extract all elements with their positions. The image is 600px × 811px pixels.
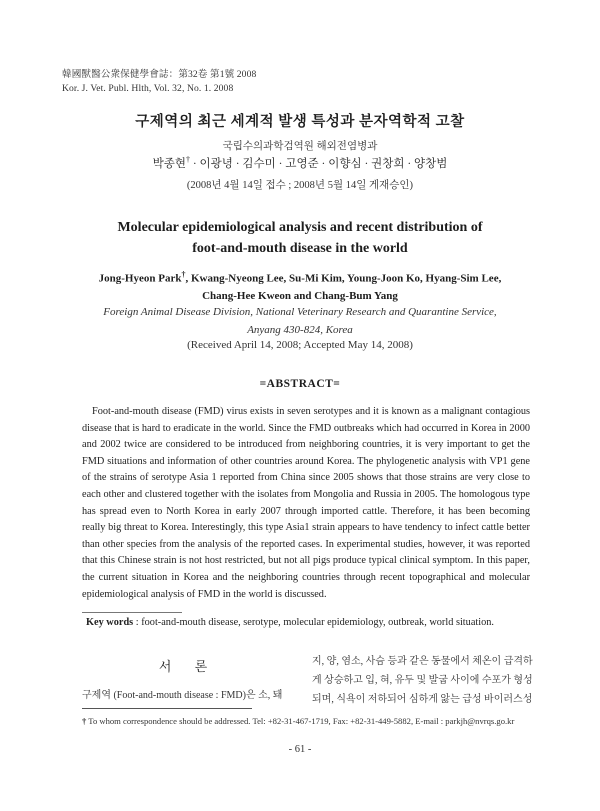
introduction-right-column xyxy=(312,652,534,709)
received-accepted-dates: (Received April 14, 2008; Accepted May 14, 2008) xyxy=(187,339,413,351)
korean-authors xyxy=(0,155,600,171)
introduction-right-line-2: 게 상승하고 입, 혀, 유두 및 발굽 사이에 수포가 형성 xyxy=(312,675,533,686)
english-coauthors: , Kwang-Nyeong Lee, Su-Mi Kim, Young-Joon Ko, Hyang-Sim Lee, xyxy=(185,272,502,285)
keywords-list: : foot-and-mouth disease, serotype, molecular epidemiology, outbreak, world situation. xyxy=(133,617,494,628)
abstract-heading: =ABSTRACT= xyxy=(259,378,341,390)
introduction-left-column-line: 구제역 (Foot-and-mouth disease : FMD)은 소, 돼 xyxy=(82,690,283,701)
footnote-divider xyxy=(82,708,252,709)
affiliation-line2: Anyang 430-824, Korea xyxy=(247,324,353,336)
korean-corresponding-author: 박종현 xyxy=(152,158,186,170)
abstract-text: Foot-and-mouth disease (FMD) virus exists in seven serotypes and it is known as a malignant contagious disease that is hard to eradicate in the world. Since the FMD outbreaks which had occurred in Korea in 2000 and 2002 twice are considered to be introduced from neighboring countries, it is very important to get the FMD situations and information of other countries around Korea. The phylogenetic analysis with VP1 gene of the strains of serotype Asia 1 reported from China since 2005 shows that those strains are very close to each other and clustered together with the isolates from Mongolia and Russia in 2005. The homologous type has spread even to North Korea in early 2007 through imported cattle. Therefore, it has been becoming really big threat to Korea. Interestingly, this type Asia1 strain appears to have tendency to infect cattle better than other species from the analysis of the reported cases. In experimental studies, however, it was reported that this Chinese strain is not host restricted, but not all pigs produce typical clinical symptom. In this paper, the current situation in Korea and the neighboring countries through recent topographical and molecular epidemiological analysis of FMD in the world is discussed. xyxy=(82,406,530,600)
journal-line-korean: 韓國獸醫公衆保健學會誌：第32卷 第1號 2008 xyxy=(62,69,257,80)
english-title-line2: foot-and-mouth disease in the world xyxy=(192,241,408,256)
introduction-heading: 서 론 xyxy=(158,659,218,674)
korean-institution: 국립수의과학검역원 해외전염병과 xyxy=(222,141,378,152)
correspondence-footnote xyxy=(82,716,542,726)
english-authors-line1 xyxy=(0,266,600,288)
keywords-divider xyxy=(82,612,182,613)
affiliation xyxy=(0,303,600,339)
korean-title: 구제역의 최근 세계적 발생 특성과 분자역학적 고찰 xyxy=(135,114,465,130)
english-authors xyxy=(0,266,600,305)
korean-dagger-mark: † xyxy=(185,155,190,165)
keywords-label: Key words xyxy=(86,617,134,628)
english-authors-line2: Chang-Hee Kweon and Chang-Bum Yang xyxy=(202,289,398,302)
introduction-right-line-3: 되며, 식욕이 저하되어 심하게 앓는 급성 바이러스성 xyxy=(312,694,533,705)
english-title xyxy=(0,217,600,259)
affiliation-line1: Foreign Animal Disease Division, National Veterinary Research and Quarantine Service, xyxy=(103,306,497,318)
introduction-right-line-1: 지, 양, 염소, 사슴 등과 같은 동물에서 체온이 급격하 xyxy=(312,656,533,667)
korean-coauthors: · 이광녕 · 김수미 · 고영준 · 이향심 · 권창희 · 양창범 xyxy=(189,158,448,170)
footnote-dagger-mark: † xyxy=(82,716,87,726)
english-title-line1: Molecular epidemiological analysis and recent distribution of xyxy=(117,220,483,235)
journal-citation xyxy=(62,68,256,96)
page-number: - 61 - xyxy=(288,744,312,755)
journal-line-english: Kor. J. Vet. Publ. Hlth, Vol. 32, No. 1. 2008 xyxy=(62,83,234,94)
keywords xyxy=(86,617,536,628)
korean-dates: (2008년 4월 14일 접수 ; 2008년 5월 14일 게재승인) xyxy=(186,180,414,191)
english-corresponding-author: Jong-Hyeon Park xyxy=(98,272,182,285)
english-dagger-mark: † xyxy=(181,270,186,279)
footnote-text: To whom correspondence should be addressed. Tel: +82-31-467-1719, Fax: +82-31-449-5882, E-mail : parkjh@nvrqs.go.kr xyxy=(86,716,515,726)
